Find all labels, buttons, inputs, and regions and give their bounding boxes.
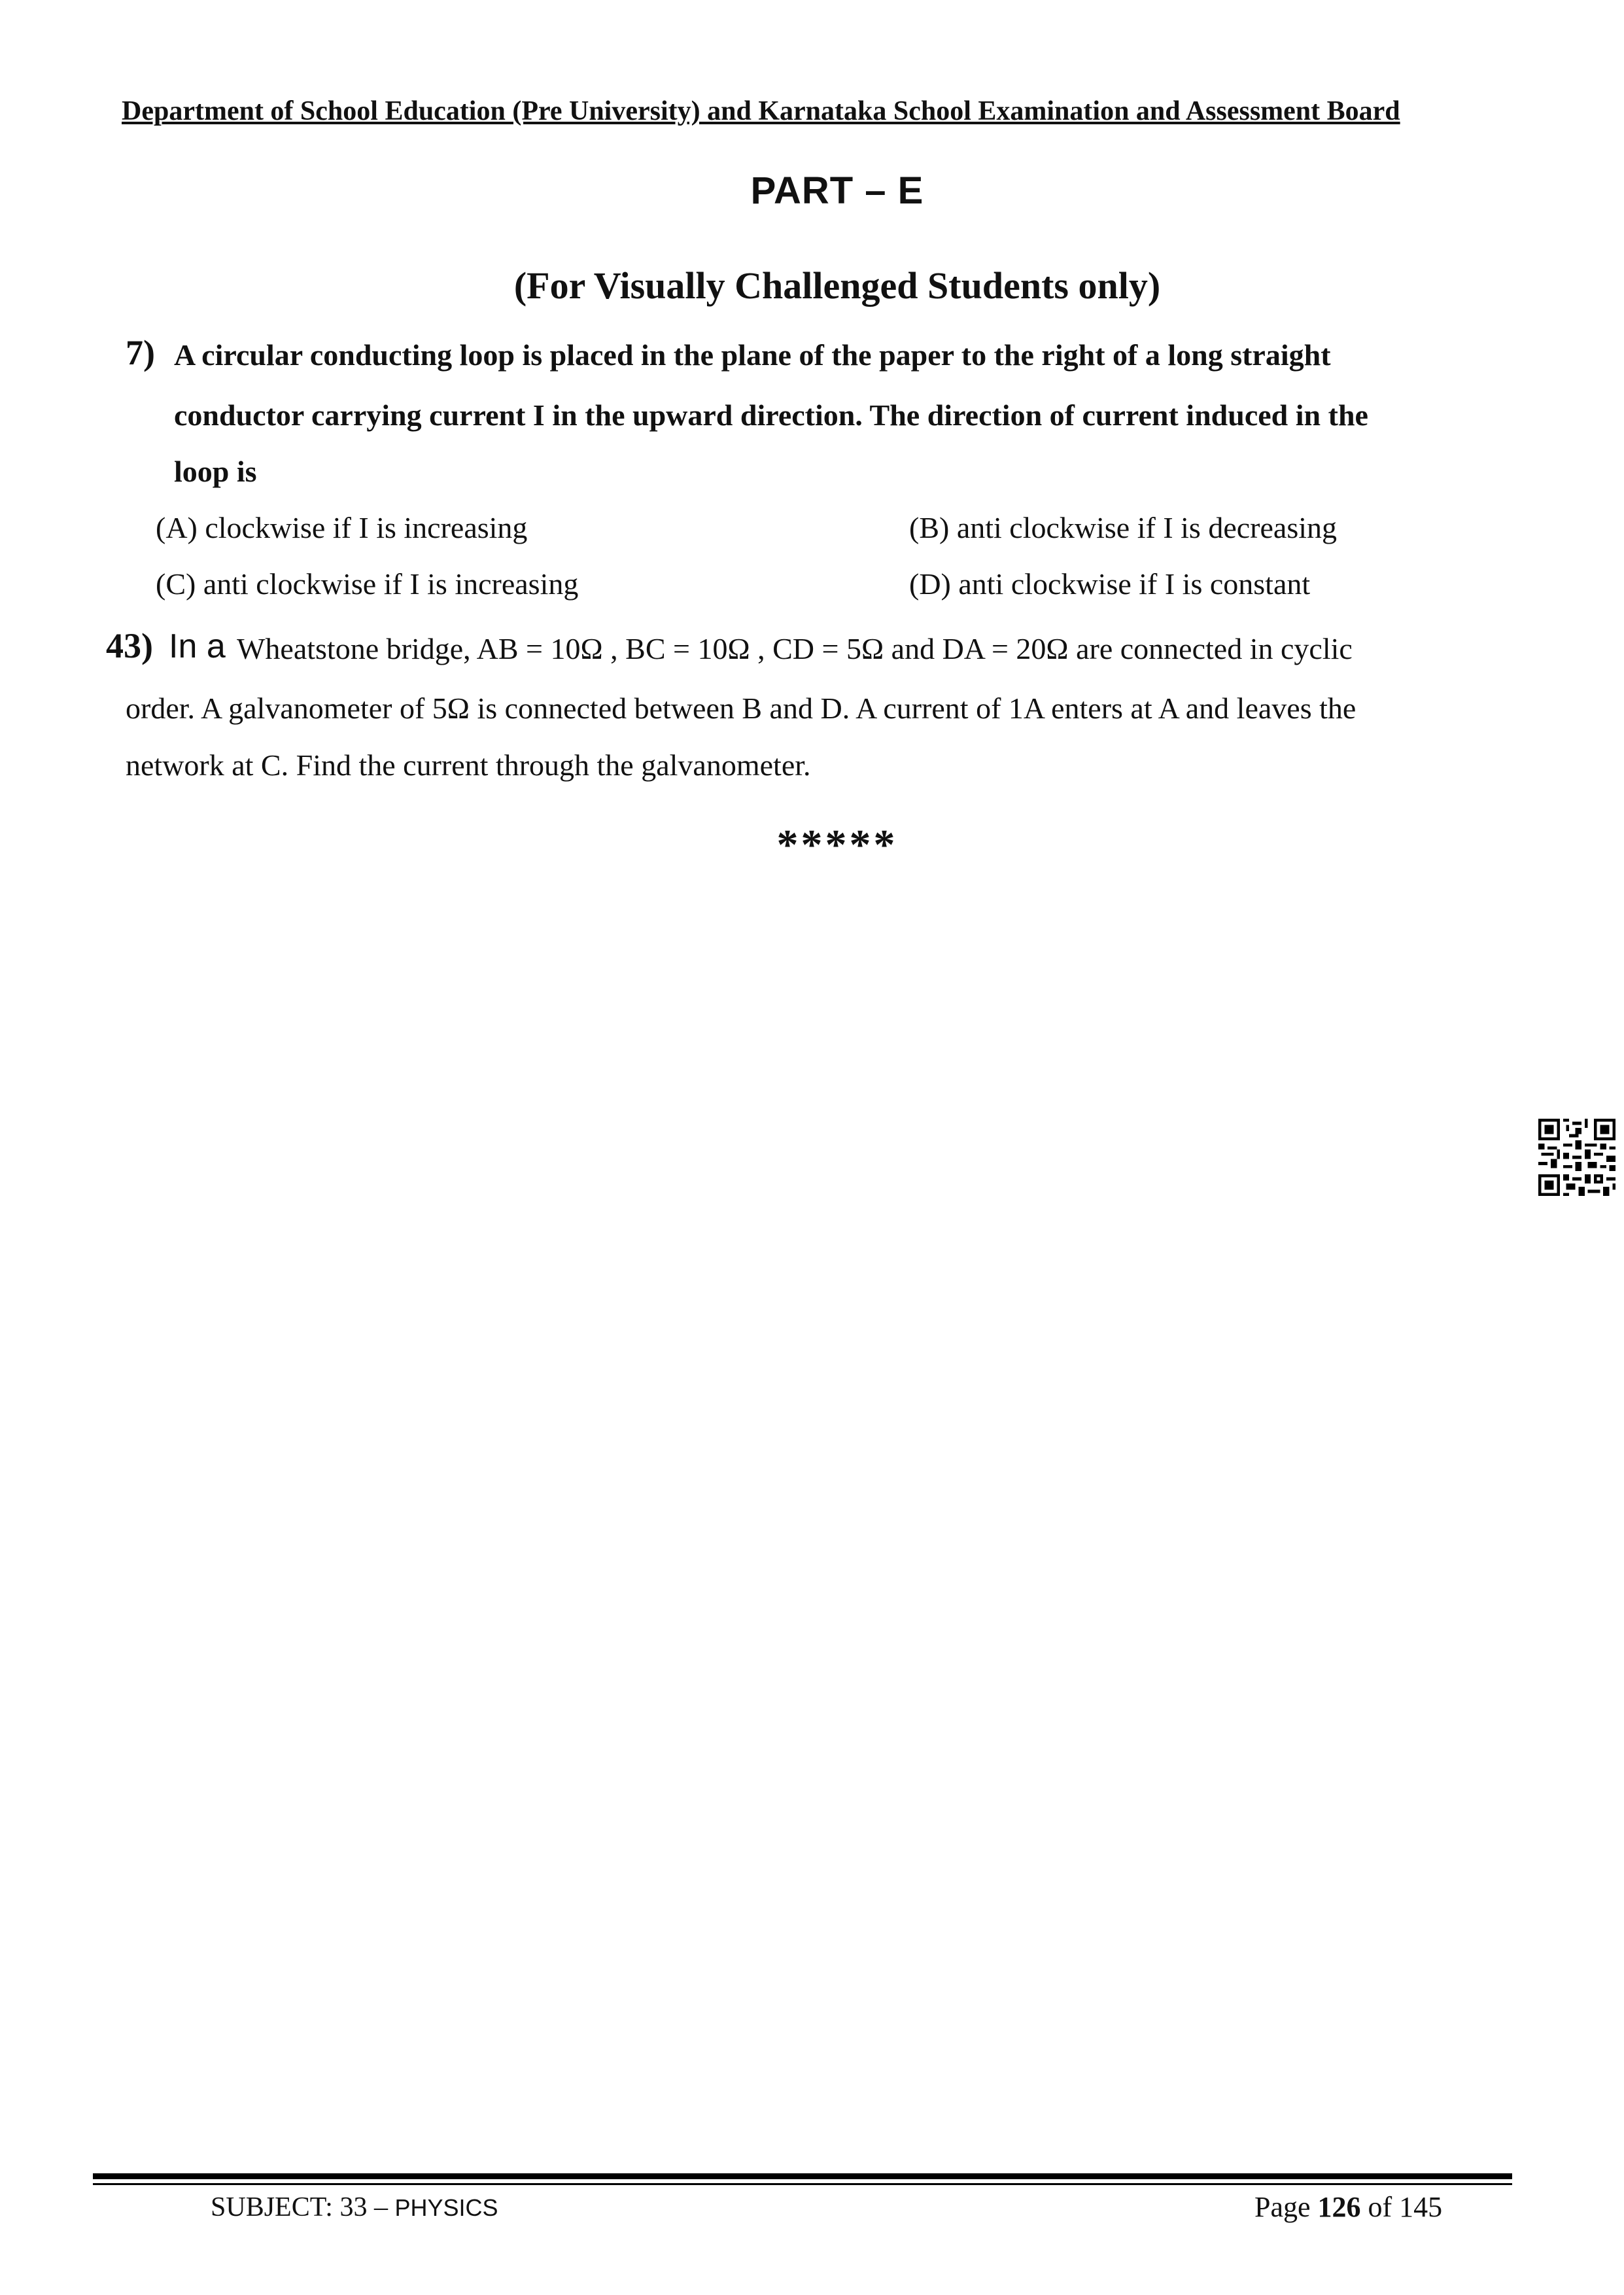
question-line: network at C. Find the current through the galvanometer. bbox=[126, 748, 811, 782]
option-d: (D) anti clockwise if I is constant bbox=[909, 567, 1311, 601]
question-number: 7) bbox=[126, 333, 155, 372]
footer-page-label: Page bbox=[1254, 2191, 1311, 2223]
question-line: conductor carrying current I in the upward direction. The direction of current induced in the bbox=[174, 398, 1368, 432]
board-header: Department of School Education (Pre University) and Karnataka School Examination and Assessment Board bbox=[122, 96, 1400, 126]
option-a: (A) clockwise if I is increasing bbox=[156, 511, 528, 544]
end-marker: ***** bbox=[776, 821, 898, 869]
question-number: 43) bbox=[106, 626, 153, 665]
footer-rule bbox=[93, 2183, 1512, 2185]
footer-page-total: of 145 bbox=[1368, 2191, 1443, 2223]
option-b: (B) anti clockwise if I is decreasing bbox=[909, 511, 1337, 544]
question-lead: In a bbox=[169, 627, 226, 665]
footer-rule bbox=[93, 2173, 1512, 2179]
question-line: Wheatstone bridge, AB = 10Ω , BC = 10Ω , CD = 5Ω and DA = 20Ω are connected in cyclic bbox=[237, 632, 1353, 665]
footer-subject bbox=[211, 2192, 498, 2223]
footer-subject-name: PHYSICS bbox=[394, 2194, 498, 2221]
part-title: PART – E bbox=[750, 169, 924, 212]
part-subtitle: (For Visually Challenged Students only) bbox=[513, 264, 1161, 307]
footer-page-number bbox=[1254, 2190, 1442, 2224]
qr-code-icon bbox=[1538, 1119, 1615, 1196]
question-line: order. A galvanometer of 5Ω is connected between B and D. A current of 1A enters at A and leaves the bbox=[126, 692, 1356, 725]
option-c: (C) anti clockwise if I is increasing bbox=[156, 567, 579, 601]
question-line: loop is bbox=[174, 455, 257, 488]
question-line: A circular conducting loop is placed in the plane of the paper to the right of a long straight bbox=[174, 338, 1331, 372]
footer-subject-prefix: SUBJECT: 33 – bbox=[211, 2192, 388, 2222]
footer-current-page: 126 bbox=[1317, 2191, 1361, 2223]
